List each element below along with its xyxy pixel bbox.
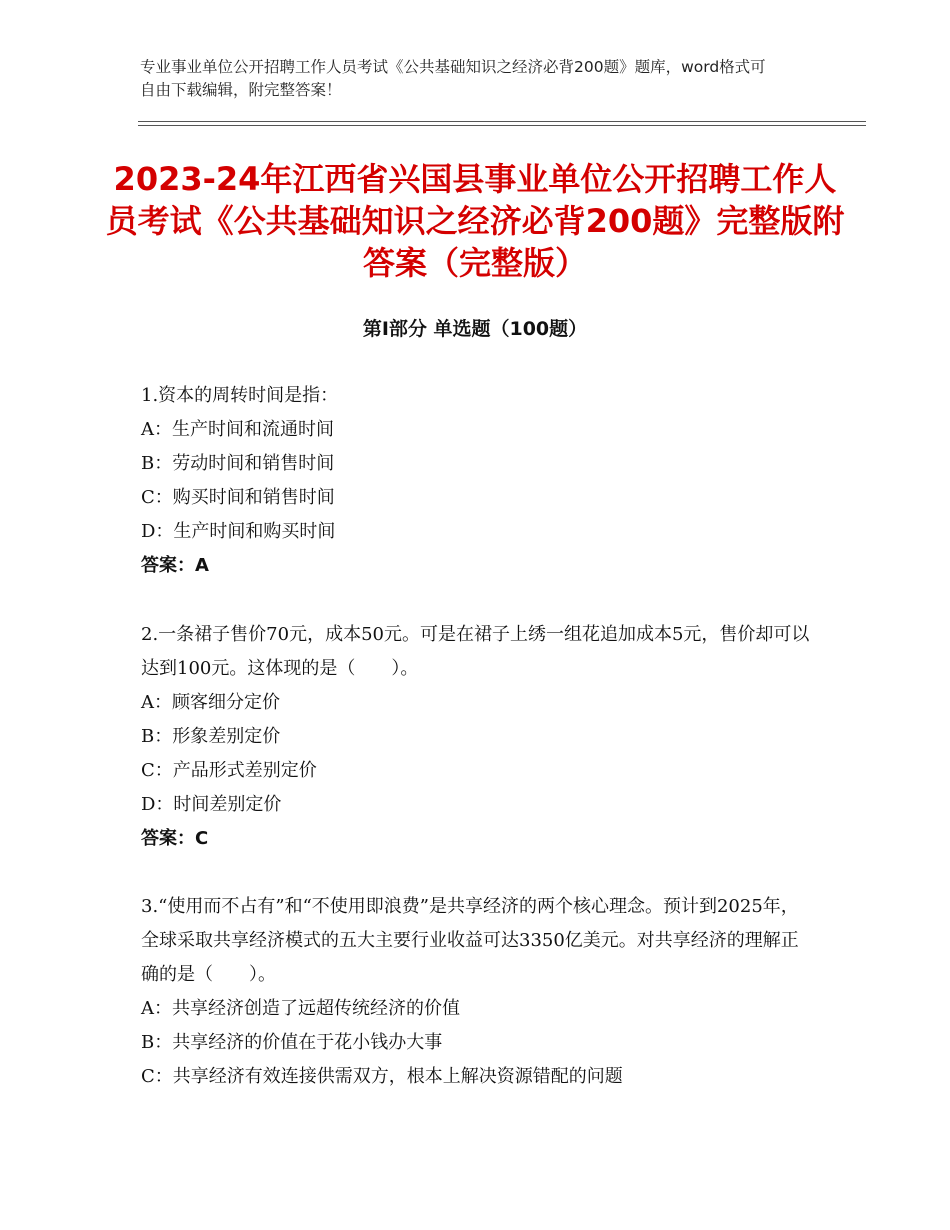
option-b: B：劳动时间和销售时间 [141,453,335,474]
option-c: C：产品形式差别定价 [141,760,317,781]
option-b: B：共享经济的价值在于花小钱办大事 [141,1032,443,1053]
header-divider [138,121,866,122]
question-block [141,379,811,583]
question-stem: 1.资本的周转时间是指： [141,385,339,406]
option-a: A：生产时间和流通时间 [141,419,334,440]
question-block [141,618,811,856]
header-note: 专业事业单位公开招聘工作人员考试《公共基础知识之经济必背200题》题库，word格式可自由下载编辑，附完整答案！ [140,58,766,99]
option-d: D：生产时间和购买时间 [141,521,336,542]
option-a: A：共享经济创造了远超传统经济的价值 [141,998,460,1019]
question-block [141,890,811,1094]
option-c: C：购买时间和销售时间 [141,487,335,508]
option-b: B：形象差别定价 [141,726,281,747]
header-divider-secondary [138,125,866,126]
option-c: C：共享经济有效连接供需双方，根本上解决资源错配的问题 [141,1066,623,1087]
question-stem: 3.“使用而不占有”和“不使用即浪费”是共享经济的两个核心理念。预计到2025年，全球采取共享经济模式的五大主要行业收益可达3350亿美元。对共享经济的理解正确的是（ ）。 [141,896,799,985]
option-a: A：顾客细分定价 [141,692,280,713]
document-title: 2023-24年江西省兴国县事业单位公开招聘工作人员考试《公共基础知识之经济必背200题》完整版附答案（完整版） [105,160,845,282]
answer: 答案：C [141,828,209,849]
option-d: D：时间差别定价 [141,794,282,815]
question-stem: 2.一条裙子售价70元，成本50元。可是在裙子上绣一组花追加成本5元，售价却可以达到100元。这体现的是（ ）。 [141,624,810,679]
answer: 答案：A [141,555,209,576]
section-title: 第Ⅰ部分 单选题（100题） [362,318,588,340]
